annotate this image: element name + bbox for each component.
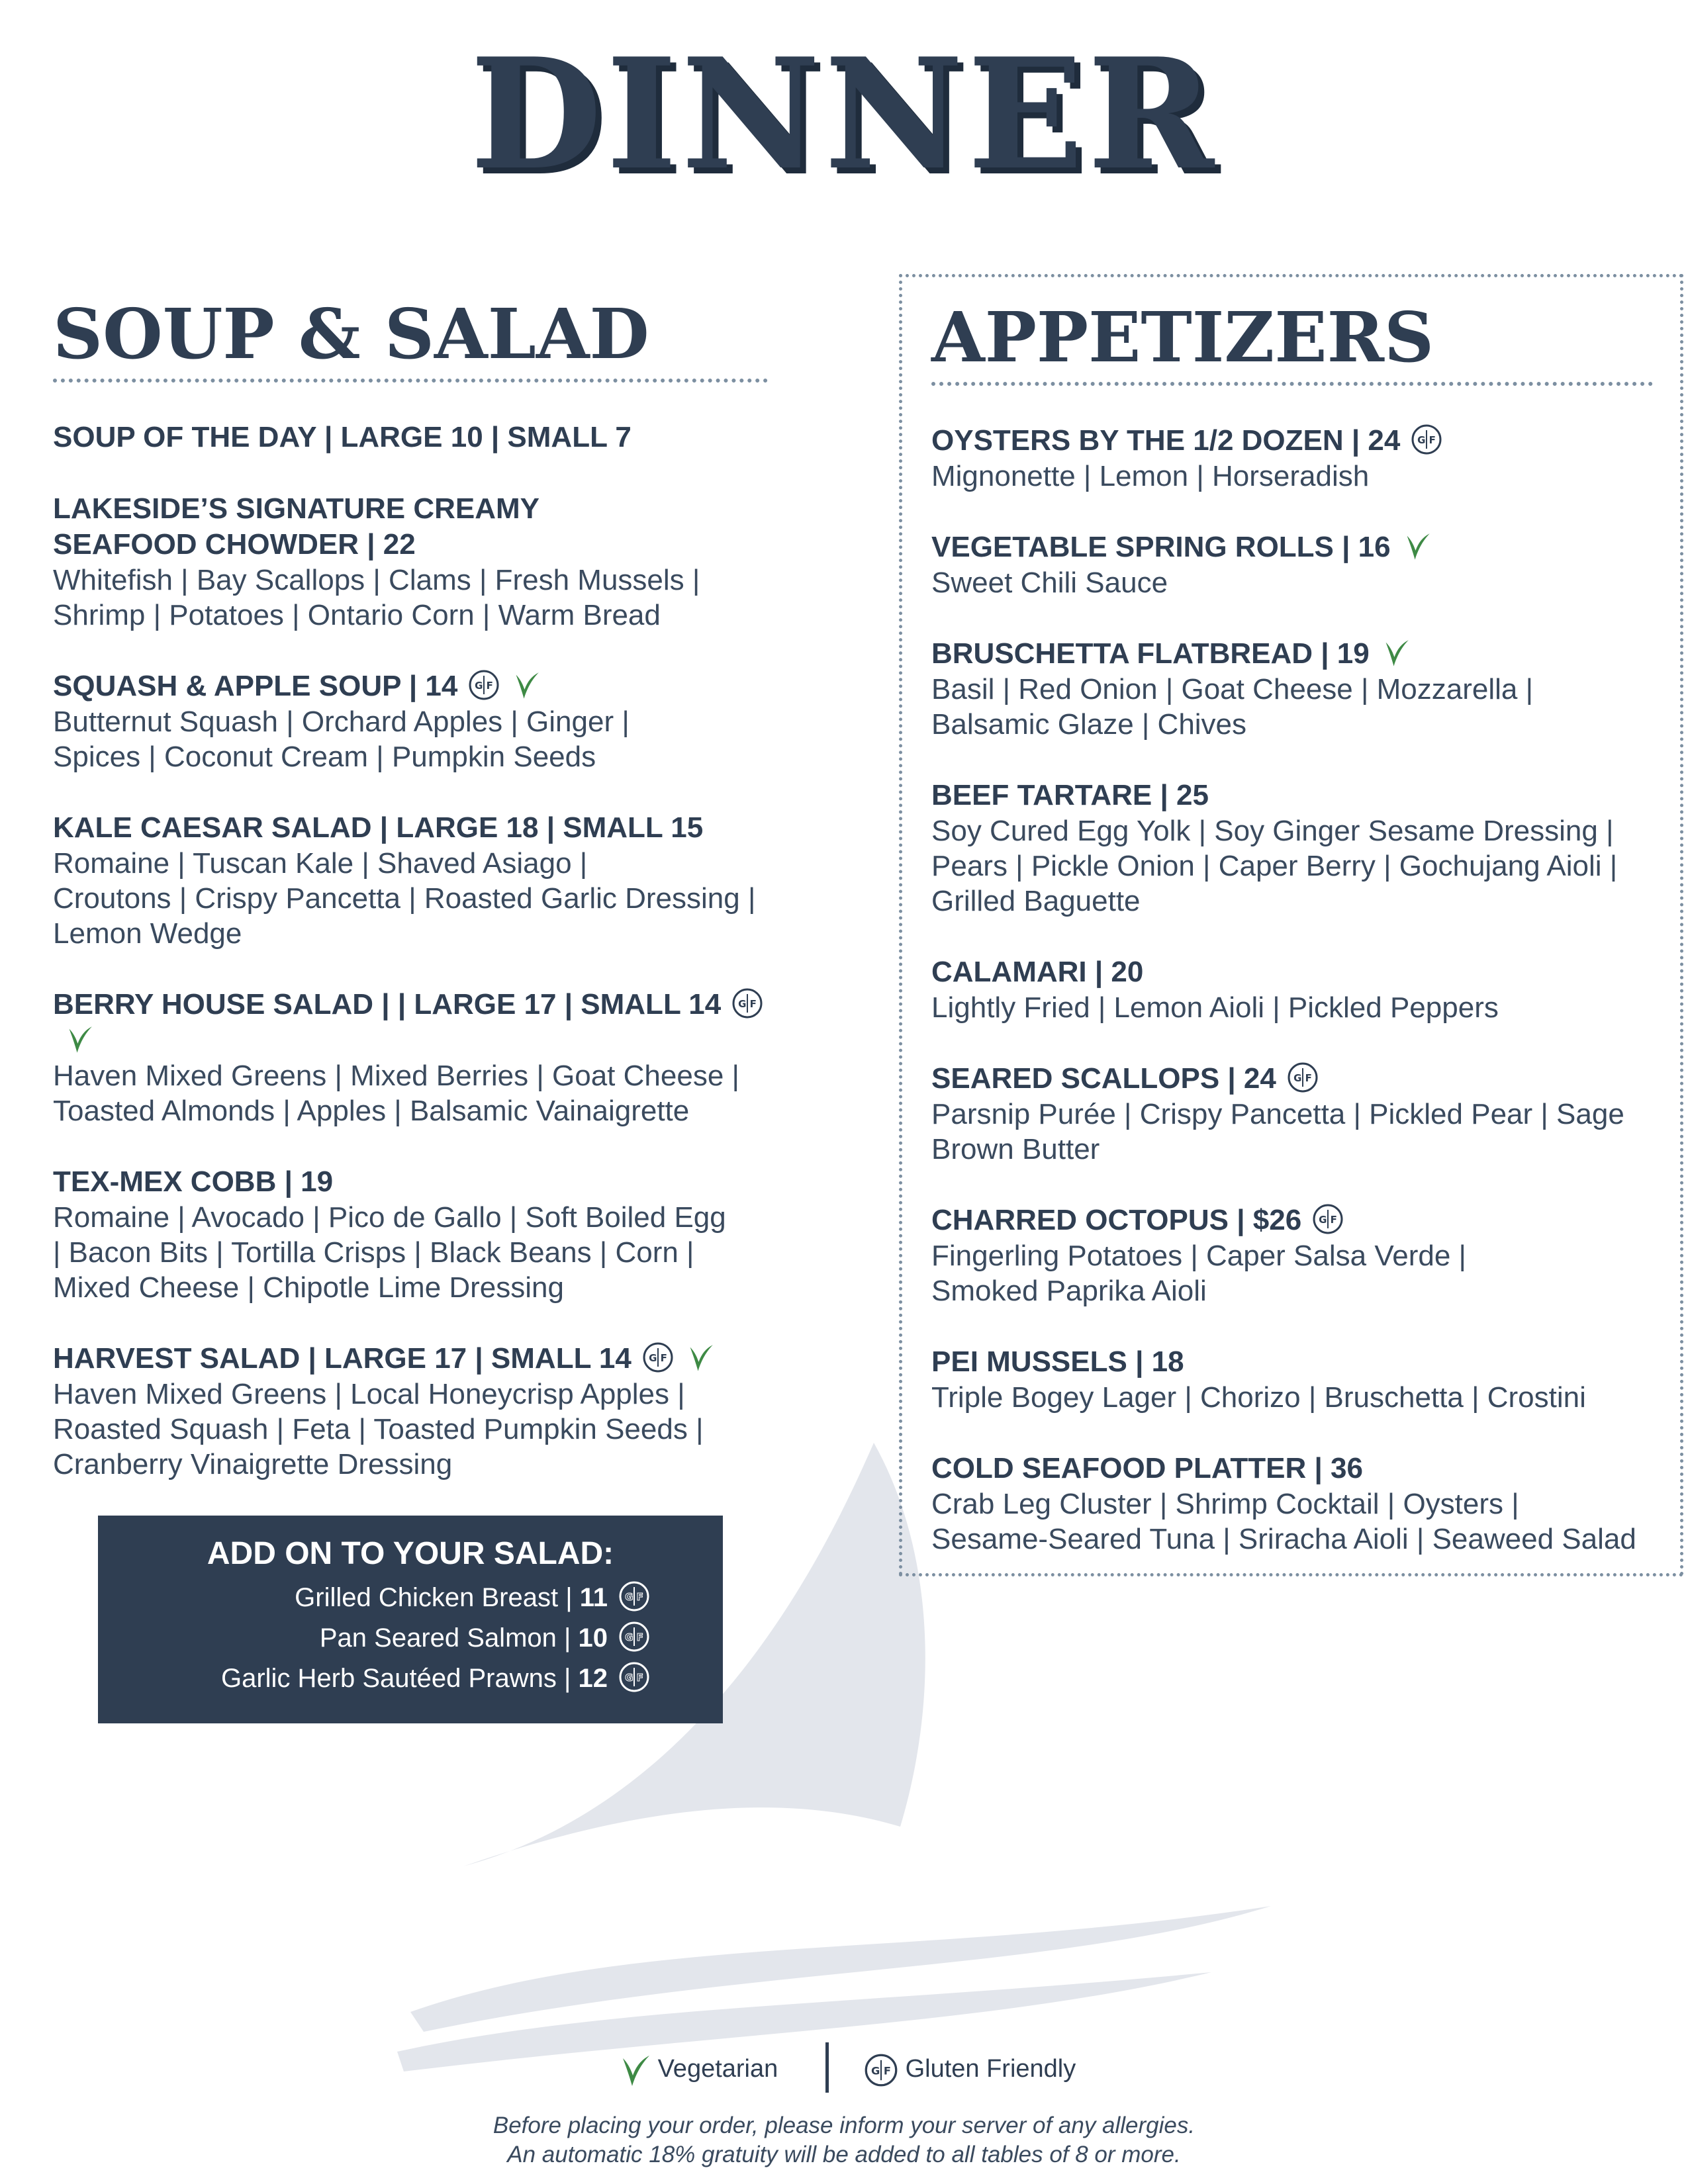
menu-item-title (931, 1203, 1653, 1238)
menu-item-title (53, 1341, 768, 1377)
menu-item-description: | Bacon Bits | Tortilla Crisps | Black Beans | Corn | (53, 1236, 694, 1269)
menu-item-title (53, 420, 768, 455)
page-title: DINNER (470, 25, 1218, 204)
legend-gluten-label: Gluten Friendly (905, 2055, 1076, 2083)
menu-item-title (931, 1451, 1653, 1486)
menu-item (53, 491, 768, 633)
menu-item (931, 1451, 1653, 1557)
menu-item-description: Grilled Baguette (931, 885, 1141, 917)
vegetarian-leaf-icon (684, 1342, 716, 1373)
svg-text:G F: G F (475, 680, 494, 692)
svg-text:G F: G F (625, 1631, 643, 1644)
menu-item-description: Smoked Paprika Aioli (931, 1275, 1207, 1307)
menu-item-description: Romaine | Avocado | Pico de Gallo | Soft Boiled Egg (53, 1201, 726, 1234)
appetizers-list (931, 423, 1653, 1557)
svg-text:G F: G F (625, 1672, 643, 1684)
menu-item-description: Soy Cured Egg Yolk | Soy Ginger Sesame Dressing | (931, 815, 1614, 847)
menu-item-description: Pears | Pickle Onion | Caper Berry | Gochujang Aioli | (931, 850, 1618, 882)
menu-item (53, 1341, 768, 1482)
menu-item-title-text: LAKESIDE’S SIGNATURE CREAMY (53, 492, 540, 525)
legend-divider (825, 2042, 829, 2093)
menu-item-title (53, 668, 768, 704)
menu-item-description: Triple Bogey Lager | Chorizo | Bruschetta | Crostini (931, 1381, 1586, 1414)
menu-item (931, 778, 1653, 919)
menu-item-title-text: CHARRED OCTOPUS | $26 (931, 1204, 1302, 1236)
addon-name: Garlic Herb Sautéed Prawns | (220, 1664, 579, 1693)
svg-text:G F: G F (1319, 1214, 1338, 1226)
footer-line-1: Before placing your order, please inform your server of any allergies. (492, 2113, 1196, 2138)
vegetarian-leaf-icon (64, 1023, 95, 1055)
footer-line-2: An automatic 18% gratuity will be added to all tables of 8 or more. (507, 2142, 1181, 2167)
menu-item-description: Mixed Cheese | Chipotle Lime Dressing (53, 1271, 564, 1304)
gluten-friendly-icon (864, 2053, 898, 2087)
menu-item (53, 987, 768, 1128)
menu-item-title-text: SQUASH & APPLE SOUP | 14 (53, 670, 458, 702)
soup-salad-heading: SOUP & SALAD (53, 293, 649, 375)
vegetarian-leaf-icon (1380, 637, 1412, 668)
addon-price: 12 (578, 1664, 608, 1693)
soup-salad-rule (53, 379, 768, 383)
menu-item-description: Roasted Squash | Feta | Toasted Pumpkin Seeds | (53, 1413, 704, 1445)
vegetarian-leaf-icon (510, 669, 542, 701)
menu-item-description: Cranberry Vinaigrette Dressing (53, 1448, 453, 1480)
menu-item (931, 954, 1653, 1025)
addon-item (221, 1659, 650, 1699)
menu-item-description: Spices | Coconut Cream | Pumpkin Seeds (53, 741, 596, 773)
appetizers-rule (931, 382, 1653, 386)
menu-item-title-text: SEAFOOD CHOWDER | 22 (53, 528, 416, 561)
menu-item-description: Lemon Wedge (53, 917, 242, 950)
menu-item-description: Romaine | Tuscan Kale | Shaved Asiago | (53, 847, 588, 880)
menu-item-title-text: SEARED SCALLOPS | 24 (931, 1062, 1276, 1095)
gluten-friendly-icon (618, 1661, 650, 1693)
menu-item-title (53, 987, 768, 1058)
menu-item-title (931, 636, 1653, 672)
vegetarian-leaf-icon (619, 2052, 651, 2089)
addons-list (221, 1578, 650, 1699)
menu-item (931, 1203, 1653, 1308)
menu-item-description: Butternut Squash | Orchard Apples | Ginger | (53, 705, 630, 738)
menu-item-description: Sweet Chili Sauce (931, 567, 1168, 599)
gluten-friendly-icon (1312, 1203, 1344, 1235)
menu-item-title (931, 529, 1653, 565)
gluten-friendly-icon (618, 1580, 650, 1612)
menu-item-title-text: TEX-MEX COBB | 19 (53, 1165, 334, 1198)
menu-item-title-text: BRUSCHETTA FLATBREAD | 19 (931, 637, 1370, 670)
svg-text:G F: G F (738, 998, 757, 1011)
menu-item (931, 636, 1653, 742)
menu-item (53, 810, 768, 951)
menu-item-title-text: OYSTERS BY THE 1/2 DOZEN | 24 (931, 424, 1401, 457)
gluten-friendly-icon (468, 669, 500, 701)
menu-item (931, 1344, 1653, 1415)
soup-salad-list (53, 420, 768, 1482)
menu-item-description: Shrimp | Potatoes | Ontario Corn | Warm Bread (53, 599, 661, 631)
appetizers-heading: APPETIZERS (931, 296, 1434, 378)
menu-item-description: Basil | Red Onion | Goat Cheese | Mozzarella | (931, 673, 1534, 705)
addon-price: 10 (578, 1623, 608, 1653)
menu-item-description: Croutons | Crispy Pancetta | Roasted Garlic Dressing | (53, 882, 756, 915)
menu-item-description: Parsnip Purée | Crispy Pancetta | Pickled Pear | Sage (931, 1098, 1624, 1130)
menu-item-title (931, 1061, 1653, 1097)
addon-name: Grilled Chicken Breast | (295, 1583, 580, 1612)
dietary-legend (619, 2042, 1082, 2095)
menu-item-title (53, 1164, 768, 1200)
menu-item (931, 529, 1653, 600)
menu-item-title (53, 491, 768, 563)
menu-item-title-text: KALE CAESAR SALAD | LARGE 18 | SMALL 15 (53, 811, 704, 844)
addon-name: Pan Seared Salmon | (319, 1623, 579, 1653)
allergy-footer (0, 2111, 1688, 2169)
menu-item-description: Haven Mixed Greens | Local Honeycrisp Apples | (53, 1378, 685, 1410)
menu-item (53, 1164, 768, 1305)
addon-price: 11 (579, 1583, 608, 1612)
addons-heading: ADD ON TO YOUR SALAD: (207, 1536, 614, 1571)
addon-item (221, 1618, 650, 1659)
soup-salad-section (53, 291, 768, 1518)
menu-item-description: Balsamic Glaze | Chives (931, 708, 1247, 741)
menu-item-title (931, 1344, 1653, 1380)
menu-item (53, 420, 768, 455)
menu-item-description: Sesame-Seared Tuna | Sriracha Aioli | Seaweed Salad (931, 1523, 1636, 1555)
salad-addons-box (98, 1516, 723, 1723)
svg-text:G F: G F (1293, 1072, 1312, 1085)
menu-item-title (53, 810, 768, 846)
menu-item-description: Lightly Fried | Lemon Aioli | Pickled Peppers (931, 991, 1499, 1024)
menu-item-title (931, 954, 1653, 990)
svg-text:G F: G F (625, 1591, 643, 1604)
addon-item (221, 1578, 650, 1618)
menu-item-description: Toasted Almonds | Apples | Balsamic Vainaigrette (53, 1095, 690, 1127)
menu-item-title-text: PEI MUSSELS | 18 (931, 1345, 1184, 1378)
menu-item-title-text: BERRY HOUSE SALAD | | LARGE 17 | SMALL 14 (53, 988, 722, 1021)
gluten-friendly-icon (1287, 1062, 1319, 1093)
vegetarian-leaf-icon (1401, 530, 1433, 562)
gluten-friendly-icon (642, 1342, 674, 1373)
menu-item-title-text: SOUP OF THE DAY | LARGE 10 | SMALL 7 (53, 421, 632, 453)
menu-item-title (931, 423, 1653, 459)
legend-gluten (864, 2049, 1076, 2089)
menu-item-description: Brown Butter (931, 1133, 1100, 1165)
menu-item-title-text: BEEF TARTARE | 25 (931, 779, 1209, 811)
menu-item-description: Fingerling Potatoes | Caper Salsa Verde | (931, 1240, 1466, 1272)
menu-item-title-text: VEGETABLE SPRING ROLLS | 16 (931, 531, 1391, 563)
svg-text:G F: G F (870, 2064, 892, 2077)
menu-item-title-text: HARVEST SALAD | LARGE 17 | SMALL 14 (53, 1342, 632, 1375)
legend-vegetarian (619, 2049, 778, 2089)
menu-item-description: Crab Leg Cluster | Shrimp Cocktail | Oysters | (931, 1488, 1519, 1520)
menu-item-description: Mignonette | Lemon | Horseradish (931, 460, 1370, 492)
legend-vegetarian-label: Vegetarian (657, 2055, 778, 2083)
menu-item (53, 668, 768, 774)
svg-text:G F: G F (1417, 434, 1436, 447)
gluten-friendly-icon (618, 1621, 650, 1653)
menu-item (931, 1061, 1653, 1167)
menu-item-description: Whitefish | Bay Scallops | Clams | Fresh Mussels | (53, 564, 700, 596)
menu-item-title-text: COLD SEAFOOD PLATTER | 36 (931, 1452, 1363, 1484)
gluten-friendly-icon (731, 987, 763, 1019)
menu-item (931, 423, 1653, 494)
menu-item-title-text: CALAMARI | 20 (931, 956, 1144, 988)
menu-item-title (931, 778, 1653, 813)
gluten-friendly-icon (1411, 424, 1442, 455)
menu-item-description: Haven Mixed Greens | Mixed Berries | Goat Cheese | (53, 1060, 739, 1092)
svg-text:G F: G F (648, 1352, 667, 1365)
appetizers-section (899, 274, 1683, 1576)
